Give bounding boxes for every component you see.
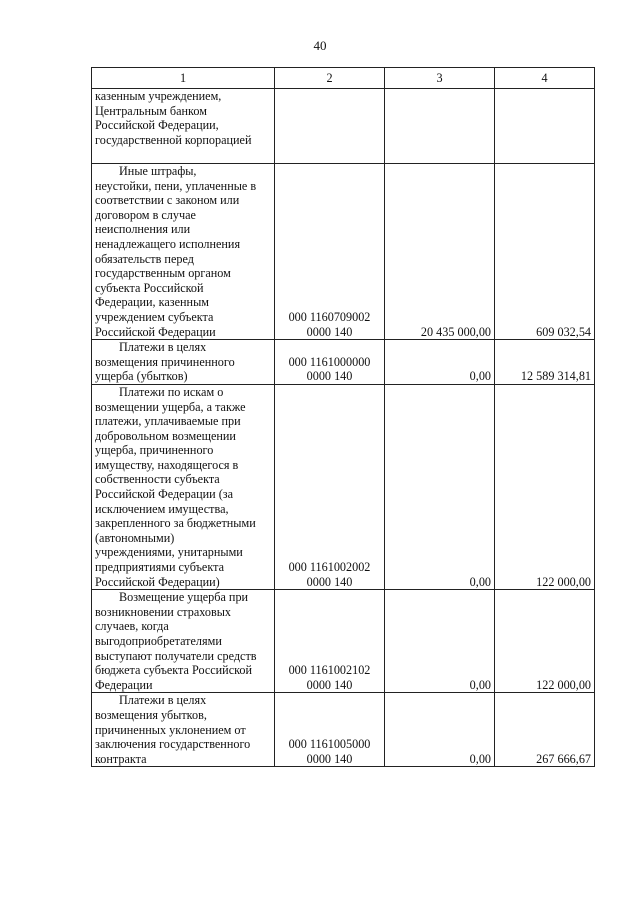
row-col4-cell: 267 666,67 <box>495 693 595 767</box>
name-line: обязательств перед <box>95 251 194 266</box>
name-line: неустойки, пени, уплаченные в <box>95 178 257 193</box>
name-line: государственным органом <box>95 266 231 281</box>
row-name-cell <box>92 340 275 385</box>
code-line: 000 1161002102 <box>288 663 371 678</box>
row-col4-cell <box>495 89 595 164</box>
name-line: неисполнения или <box>95 222 191 237</box>
name-line: Российской Федерации, <box>95 118 219 133</box>
name-line: Платежи по искам о <box>119 384 224 399</box>
name-line: возмещения убытков, <box>95 707 207 722</box>
column-header-2: 2 <box>275 68 385 89</box>
name-line: платежи, уплачиваемые при <box>95 414 241 429</box>
code-line: 000 1161000000 <box>288 354 371 369</box>
code-line: 0000 140 <box>306 751 353 766</box>
name-line: Федерации <box>95 677 153 692</box>
budget-revenue-table <box>91 67 595 767</box>
table-row <box>92 693 595 767</box>
row-col3-cell: 0,00 <box>385 693 495 767</box>
code-line: 0000 140 <box>306 677 353 692</box>
name-line: государственной корпорацией <box>95 132 252 147</box>
row-name-cell <box>92 384 275 589</box>
row-col3-cell: 0,00 <box>385 340 495 385</box>
table-row <box>92 164 595 340</box>
row-col3-cell <box>385 89 495 164</box>
name-line: Российской Федерации) <box>95 574 220 589</box>
name-line: причиненных уклонением от <box>95 722 246 737</box>
code-line: 0000 140 <box>306 369 353 384</box>
row-name-cell <box>92 89 275 164</box>
row-name-cell <box>92 590 275 693</box>
name-line: предприятиями субъекта <box>95 560 224 575</box>
name-line: бюджета субъекта Российской <box>95 663 253 678</box>
row-code-cell <box>275 340 385 385</box>
row-code-cell <box>275 384 385 589</box>
table-row <box>92 384 595 589</box>
name-line: добровольном возмещении <box>95 428 236 443</box>
row-code-cell <box>275 590 385 693</box>
table-row <box>92 590 595 693</box>
table-header-row <box>92 68 595 89</box>
name-line: возмещения причиненного <box>95 354 235 369</box>
name-line: исключением имущества, <box>95 501 229 516</box>
name-line: учреждениями, унитарными <box>95 545 243 560</box>
name-line: возникновении страховых <box>95 604 232 619</box>
name-line: случаев, когда <box>95 619 169 634</box>
row-col4-cell: 122 000,00 <box>495 590 595 693</box>
row-name-cell <box>92 693 275 767</box>
code-line: 0000 140 <box>306 324 353 339</box>
name-line: договором в случае <box>95 207 196 222</box>
column-header-1: 1 <box>92 68 275 89</box>
name-line: Центральным банком <box>95 103 207 118</box>
name-line: Возмещение ущерба при <box>119 590 249 605</box>
name-line: выступают получатели средств <box>95 648 257 663</box>
name-line: ущерба, причиненного <box>95 443 214 458</box>
code-line: 000 1160709002 <box>288 309 371 324</box>
name-line: ненадлежащего исполнения <box>95 236 241 251</box>
name-line: казенным учреждением, <box>95 89 222 103</box>
row-col4-cell: 122 000,00 <box>495 384 595 589</box>
name-line: ущерба (убытков) <box>95 369 188 384</box>
name-line: контракта <box>95 751 147 766</box>
name-line: соответствии с законом или <box>95 193 240 208</box>
name-line: (автономными) <box>95 530 175 545</box>
name-line: возмещении ущерба, а также <box>95 399 246 414</box>
table-row <box>92 340 595 385</box>
name-line: Российской Федерации <box>95 324 216 339</box>
name-line: Федерации, казенным <box>95 295 209 310</box>
name-line: собственности субъекта <box>95 472 220 487</box>
name-line: закрепленного за бюджетными <box>95 516 256 531</box>
column-header-3: 3 <box>385 68 495 89</box>
name-line: Иные штрафы, <box>119 164 197 178</box>
code-line: 000 1161002002 <box>288 560 371 575</box>
row-code-cell <box>275 164 385 340</box>
name-line: Платежи в целях <box>119 340 207 355</box>
name-line: имуществу, находящегося в <box>95 457 239 472</box>
row-col3-cell: 0,00 <box>385 384 495 589</box>
row-col4-cell: 12 589 314,81 <box>495 340 595 385</box>
column-header-4: 4 <box>495 68 595 89</box>
name-line: заключения государственного <box>95 737 251 752</box>
code-line: 0000 140 <box>306 574 353 589</box>
name-line: учреждением субъекта <box>95 309 214 324</box>
name-line: субъекта Российской <box>95 280 204 295</box>
row-col4-cell: 609 032,54 <box>495 164 595 340</box>
row-name-cell <box>92 164 275 340</box>
name-line: выгодоприобретателями <box>95 634 222 648</box>
page-number: 40 <box>313 38 327 53</box>
row-code-cell <box>275 89 385 164</box>
name-line: Платежи в целях <box>119 693 207 708</box>
table-row <box>92 89 595 164</box>
name-line: Российской Федерации (за <box>95 487 233 502</box>
code-line: 000 1161005000 <box>288 737 371 752</box>
row-code-cell <box>275 693 385 767</box>
row-col3-cell: 20 435 000,00 <box>385 164 495 340</box>
row-col3-cell: 0,00 <box>385 590 495 693</box>
